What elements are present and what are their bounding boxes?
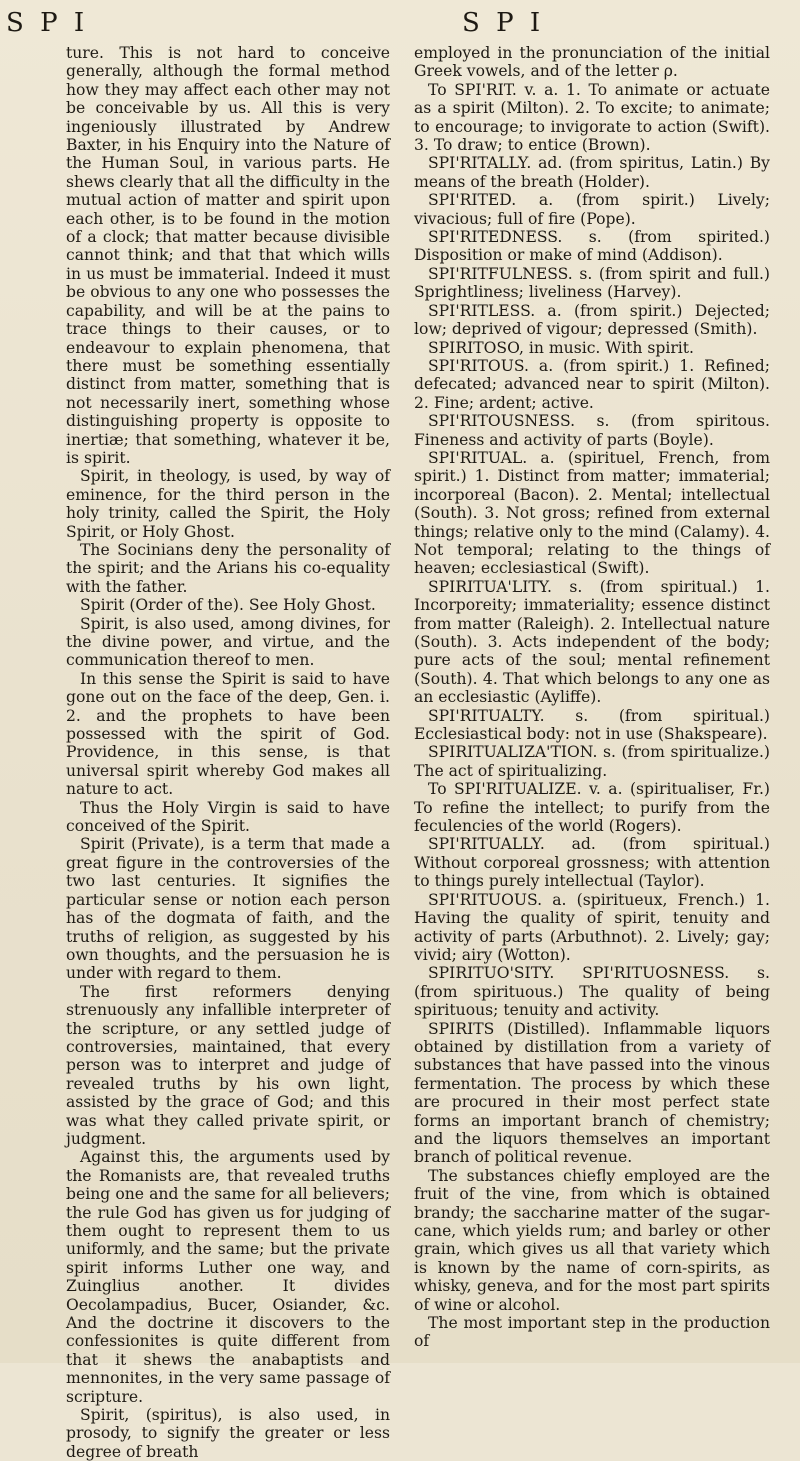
dictionary-entry: SPIRITS (Distilled). Inflammable liquors obtained by distillation from a variety of substances that have passed into the vinous fermentation. The process by which these are procured in their most perfect state forms an important branch of chemistry; and the liquors themselves an important branch of political revenue. — [414, 1019, 770, 1167]
paragraph: The first reformers denying strenuously any infallible interpreter of the scripture, or any settled judge of controversies, maintained, that every person was to interpret and judge of revealed truths by his own light, assisted by the grace of God; and this was what they called private spirit, or judgment. — [66, 982, 390, 1148]
left-running-header: S P I — [6, 8, 89, 38]
dictionary-entry: SPI'RITALLY. ad. (from spiritus, Latin.) By means of the breath (Holder). — [414, 154, 770, 191]
dictionary-entry: SPI'RITUOUS. a. (spiritueux, French.) 1. Having the quality of spirit, tenuity and activity of parts (Arbuthnot). 2. Lively; gay; vivid; airy (Wotton). — [414, 890, 770, 964]
dictionary-entry: SPI'RITUALLY. ad. (from spiritual.) Without corporeal grossness; with attention to things purely intellectual (Taylor). — [414, 835, 770, 891]
paragraph: Spirit, in theology, is used, by way of eminence, for the third person in the holy trinity, called the Spirit, the Holy Spirit, or Holy Ghost. — [66, 467, 390, 541]
dictionary-entry: To SPI'RIT. v. a. 1. To animate or actuate as a spirit (Milton). 2. To excite; to animate; to encourage; to invigorate to action (Swift). 3. To draw; to entice (Brown). — [414, 80, 770, 155]
dictionary-entry: SPI'RITED. a. (from spirit.) Lively; vivacious; full of fire (Pope). — [414, 191, 770, 228]
paragraph: The substances chiefly employed are the fruit of the vine, from which is obtained brandy; the saccharine matter of the sugar-cane, which yields rum; and barley or other grain, which gives us all that variety which is known by the name of corn-spirits, as whisky, geneva, and for the most part spirits of wine or alcohol. — [414, 1166, 770, 1314]
paragraph: The most important step in the production of — [414, 1314, 770, 1351]
paragraph: employed in the pronunciation of the initial Greek vowels, and of the letter ρ. — [414, 44, 770, 81]
dictionary-entry: SPI'RITUALTY. s. (from spiritual.) Ecclesiastical body: not in use (Shakspeare). — [414, 706, 770, 744]
paragraph: The Socinians deny the personality of the spirit; and the Arians his co-equality with the father. — [66, 540, 390, 596]
dictionary-entry: SPI'RITLESS. a. (from spirit.) Dejected; low; deprived of vigour; depressed (Smith). — [414, 301, 770, 339]
paragraph: ture. This is not hard to conceive generally, although the formal method how they may affect each other may not be conceivable by us. All this is very ingeniously illustrated by Andrew Baxter, in his Enquiry into the Nature of the Human Soul, in various parts. He shews clearly that all the difficulty in the mutual action of matter and spirit upon each other, is to be found in the motion of a clock; that matter because divisible cannot think; and that that which wills in us must be immaterial. Indeed it must be obvious to any one who possesses the capability, and will be at the pains to trace things to their causes, or to endeavour to explain phenomena, that there must be something essentially distinct from matter, something that is not necessarily inert, something whose distinguishing property is opposite to inertiæ; that something, whatever it be, is spirit. — [66, 44, 390, 467]
dictionary-entry: To SPI'RITUALIZE. v. a. (spiritualiser, Fr.) To refine the intellect; to purify from the feculencies of the world (Rogers). — [414, 780, 770, 836]
right-column — [414, 44, 770, 1351]
paragraph: Spirit, is also used, among divines, for the divine power, and virtue, and the communication thereof to men. — [66, 614, 390, 670]
paragraph: Spirit (Order of the). See Holy Ghost. — [80, 596, 376, 615]
right-running-header: S P I — [462, 8, 545, 38]
left-column — [66, 44, 390, 1461]
paragraph: In this sense the Spirit is said to have gone out on the face of the deep, Gen. i. 2. and the prophets to have been possessed with the spirit of God. Providence, in this sense, is that universal spirit whereby God makes all nature to act. — [66, 669, 390, 799]
dictionary-entry: SPIRITUA'LITY. s. (from spiritual.) 1. Incorporeity; immateriality; essence distinct from matter (Raleigh). 2. Intellectual nature (South). 3. Acts independent of the body; pure acts of the soul; mental refinement (South). 4. That which belongs to any one as an ecclesiastic (Ayliffe). — [414, 577, 770, 707]
paragraph: Thus the Holy Virgin is said to have conceived of the Spirit. — [66, 798, 390, 836]
dictionary-entry: SPIRITOSO, in music. With spirit. — [428, 338, 694, 357]
dictionary-entry: SPIRITUALIZA'TION. s. (from spiritualize.) The act of spiritualizing. — [414, 743, 770, 780]
dictionary-entry: SPIRITUO'SITY. SPI'RITUOSNESS. s. (from spirituous.) The quality of being spirituous; tenuity and activity. — [414, 964, 770, 1020]
paragraph: Against this, the arguments used by the Romanists are, that revealed truths being one and the same for all believers; the rule God has given us for judging of them ought to represent them to us uniformly, and the same; but the private spirit informs Luther one way, and Zuinglius another. It divides Oecolampadius, Bucer, Osiander, &c. And the doctrine it discovers to the confessionites is quite different from that it shews the anabaptists and mennonites, in the very same passage of scripture. — [66, 1148, 390, 1406]
dictionary-entry: SPI'RITFULNESS. s. (from spirit and full.) Sprightliness; liveliness (Harvey). — [414, 264, 770, 302]
dictionary-entry: SPI'RITEDNESS. s. (from spirited.) Disposition or make of mind (Addison). — [414, 228, 770, 265]
dictionary-entry: SPI'RITOUSNESS. s. (from spiritous. Fineness and activity of parts (Boyle). — [414, 412, 770, 449]
paragraph: Spirit (Private), is a term that made a great figure in the controversies of the two last centuries. It signifies the particular sense or notion each person has of the dogmata of faith, and the truths of religion, as suggested by his own thoughts, and the persuasion he is under with regard to them. — [66, 835, 390, 983]
dictionary-entry: SPI'RITOUS. a. (from spirit.) 1. Refined; defecated; advanced near to spirit (Milton). 2. Fine; ardent; active. — [414, 356, 770, 412]
dictionary-entry: SPI'RITUAL. a. (spirituel, French, from spirit.) 1. Distinct from matter; immaterial; incorporeal (Bacon). 2. Mental; intellectual (South). 3. Not gross; refined from external things; relative only to the mind (Calamy). 4. Not temporal; relating to the things of heaven; ecclesiastical (Swift). — [414, 448, 770, 578]
paragraph: Spirit, (spiritus), is also used, in prosody, to signify the greater or less degree of breath — [66, 1406, 390, 1461]
